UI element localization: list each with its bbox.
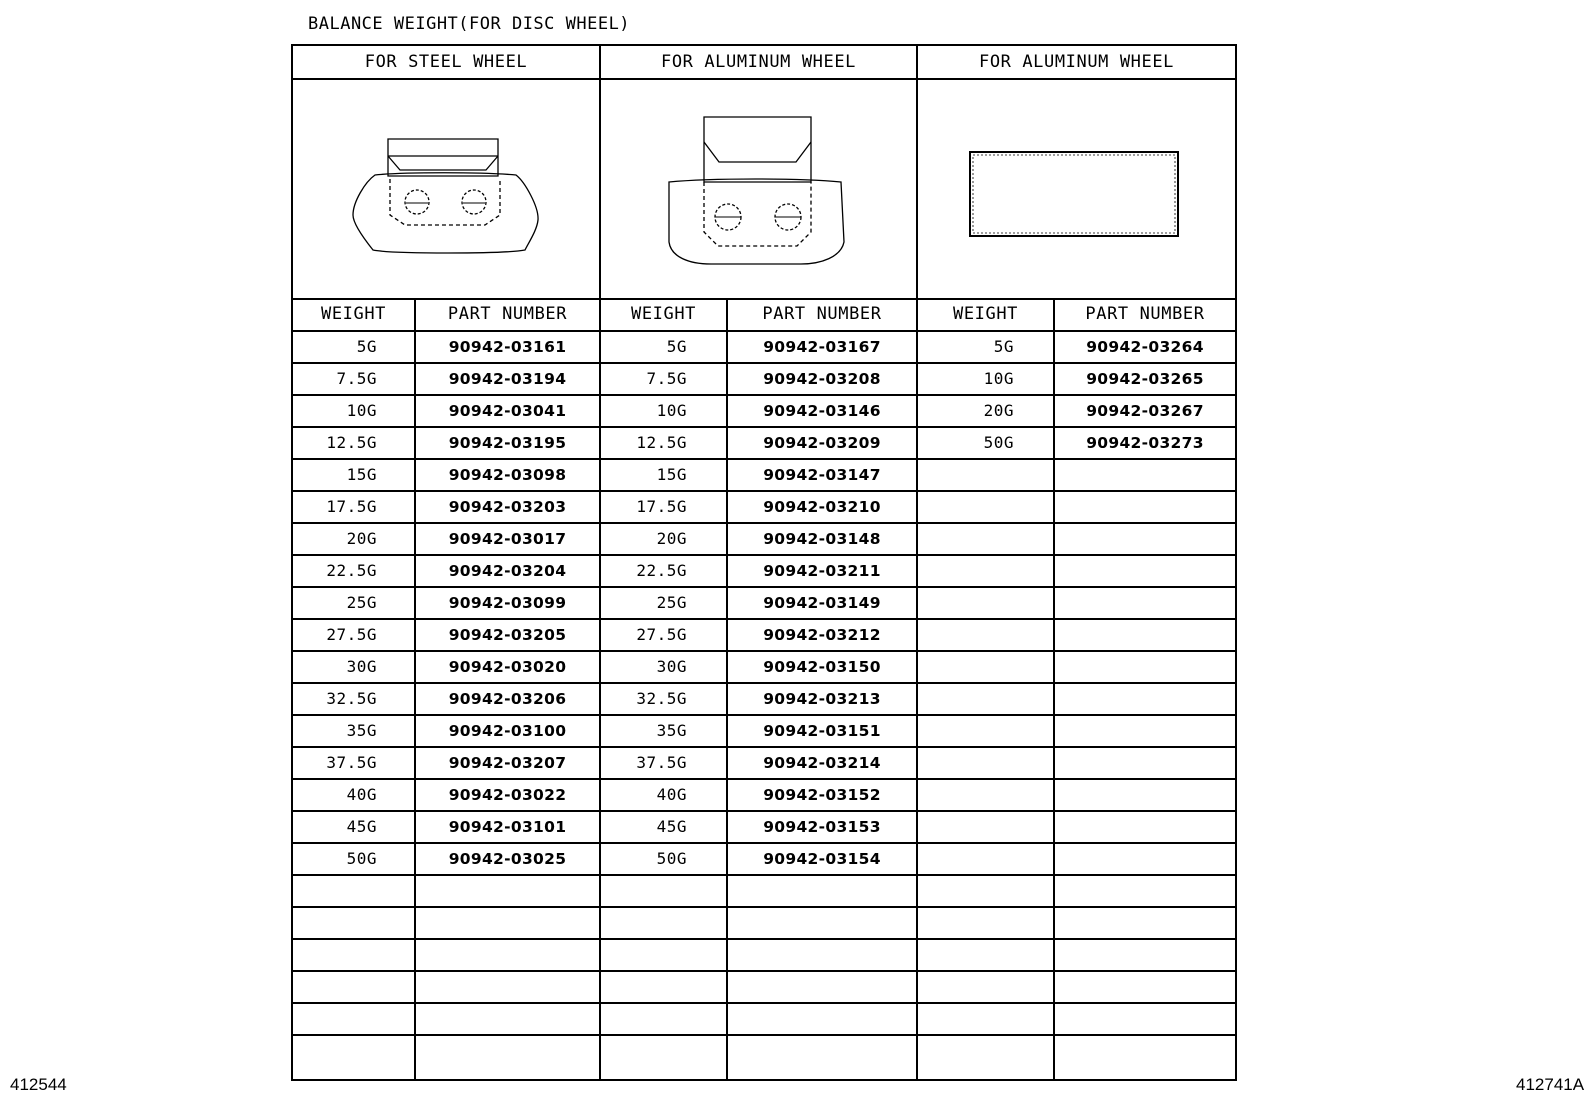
weight-cell: 10G xyxy=(656,401,687,420)
rule-under-col-heads xyxy=(293,330,1235,332)
part-number-cell: 90942-03101 xyxy=(448,818,567,836)
weight-cell: 45G xyxy=(346,817,377,836)
weight-cell: 45G xyxy=(656,817,687,836)
part-number-cell: 90942-03210 xyxy=(763,498,881,516)
part-number-cell: 90942-03150 xyxy=(763,658,881,676)
weight-cell: 22.5G xyxy=(326,561,377,580)
balance-weight-table xyxy=(291,44,1237,1081)
weight-cell: 32.5G xyxy=(326,689,377,708)
weight-cell: 5G xyxy=(356,337,377,356)
part-number-cell: 90942-03212 xyxy=(763,626,881,644)
weight-cell: 5G xyxy=(666,337,687,356)
part-number-cell: 90942-03273 xyxy=(1086,434,1204,452)
part-number-cell: 90942-03195 xyxy=(448,434,567,452)
weight-cell: 25G xyxy=(656,593,687,612)
row-rule xyxy=(293,906,1235,908)
adhesive-weight-figure xyxy=(918,82,1235,298)
part-number-cell: 90942-03098 xyxy=(448,466,567,484)
row-rule xyxy=(293,458,1235,460)
part-number-header: PART NUMBER xyxy=(762,304,882,324)
weight-cell: 22.5G xyxy=(636,561,687,580)
weight-cell: 5G xyxy=(993,337,1014,356)
weight-cell: 20G xyxy=(656,529,687,548)
part-number-cell: 90942-03017 xyxy=(448,530,567,548)
row-rule xyxy=(293,778,1235,780)
weight-cell: 27.5G xyxy=(326,625,377,644)
weight-cell: 30G xyxy=(656,657,687,676)
row-rule xyxy=(293,394,1235,396)
weight-cell: 40G xyxy=(346,785,377,804)
weight-header: WEIGHT xyxy=(630,304,696,324)
part-number-header: PART NUMBER xyxy=(447,304,568,324)
row-rule xyxy=(293,874,1235,876)
part-number-cell: 90942-03146 xyxy=(763,402,881,420)
row-rule xyxy=(293,426,1235,428)
part-number-cell: 90942-03214 xyxy=(763,754,881,772)
rule-under-figures xyxy=(293,298,1235,300)
part-number-cell: 90942-03209 xyxy=(763,434,881,452)
row-rule xyxy=(293,746,1235,748)
weight-cell: 15G xyxy=(656,465,687,484)
part-number-cell: 90942-03152 xyxy=(763,786,881,804)
row-rule xyxy=(293,970,1235,972)
weight-cell: 30G xyxy=(346,657,377,676)
weight-cell: 50G xyxy=(346,849,377,868)
weight-cell: 50G xyxy=(983,433,1014,452)
part-number-cell: 90942-03213 xyxy=(763,690,881,708)
part-number-cell: 90942-03206 xyxy=(448,690,567,708)
part-number-cell: 90942-03100 xyxy=(448,722,567,740)
part-number-cell: 90942-03264 xyxy=(1086,338,1204,356)
part-number-cell: 90942-03194 xyxy=(448,370,567,388)
part-number-cell: 90942-03020 xyxy=(448,658,567,676)
weight-cell: 50G xyxy=(656,849,687,868)
steel-wheel-weight-figure xyxy=(293,82,599,298)
weight-header: WEIGHT xyxy=(320,304,386,324)
steel-weight-drawing xyxy=(293,82,599,298)
weight-cell: 27.5G xyxy=(636,625,687,644)
weight-cell: 35G xyxy=(346,721,377,740)
row-rule xyxy=(293,1034,1235,1036)
weight-cell: 10G xyxy=(346,401,377,420)
aluminum-weight-drawing xyxy=(601,82,916,298)
weight-cell: 25G xyxy=(346,593,377,612)
part-number-cell: 90942-03154 xyxy=(763,850,881,868)
weight-cell: 20G xyxy=(983,401,1014,420)
part-number-cell: 90942-03153 xyxy=(763,818,881,836)
illustration-id-right: 412741A xyxy=(1516,1075,1585,1094)
document-title: BALANCE WEIGHT(FOR DISC WHEEL) xyxy=(308,14,631,34)
row-rule xyxy=(293,842,1235,844)
part-number-cell: 90942-03167 xyxy=(763,338,881,356)
rule-under-headings xyxy=(293,78,1235,80)
part-number-cell: 90942-03265 xyxy=(1086,370,1204,388)
row-rule xyxy=(293,714,1235,716)
section-heading-aluminum-adhesive: FOR ALUMINUM WHEEL xyxy=(978,52,1175,72)
part-number-cell: 90942-03148 xyxy=(763,530,881,548)
row-rule xyxy=(293,554,1235,556)
part-number-cell: 90942-03041 xyxy=(448,402,567,420)
weight-cell: 32.5G xyxy=(636,689,687,708)
row-rule xyxy=(293,1002,1235,1004)
part-number-cell: 90942-03203 xyxy=(448,498,567,516)
part-number-cell: 90942-03161 xyxy=(448,338,567,356)
weight-cell: 37.5G xyxy=(636,753,687,772)
row-rule xyxy=(293,586,1235,588)
weight-header: WEIGHT xyxy=(952,304,1018,324)
part-number-cell: 90942-03147 xyxy=(763,466,881,484)
weight-cell: 7.5G xyxy=(646,369,687,388)
weight-cell: 20G xyxy=(346,529,377,548)
part-number-cell: 90942-03208 xyxy=(763,370,881,388)
part-number-cell: 90942-03151 xyxy=(763,722,881,740)
row-rule xyxy=(293,522,1235,524)
part-number-cell: 90942-03025 xyxy=(448,850,567,868)
row-rule xyxy=(293,682,1235,684)
section-heading-steel: FOR STEEL WHEEL xyxy=(364,52,528,72)
weight-cell: 17.5G xyxy=(636,497,687,516)
row-rule xyxy=(293,938,1235,940)
row-rule xyxy=(293,810,1235,812)
weight-cell: 15G xyxy=(346,465,377,484)
illustration-id-left: 412544 xyxy=(10,1075,67,1094)
part-number-cell: 90942-03204 xyxy=(448,562,567,580)
adhesive-weight-drawing xyxy=(918,82,1235,298)
part-number-cell: 90942-03207 xyxy=(448,754,567,772)
weight-cell: 10G xyxy=(983,369,1014,388)
row-rule xyxy=(293,490,1235,492)
part-number-cell: 90942-03022 xyxy=(448,786,567,804)
weight-cell: 40G xyxy=(656,785,687,804)
part-number-cell: 90942-03099 xyxy=(448,594,567,612)
weight-cell: 12.5G xyxy=(326,433,377,452)
row-rule xyxy=(293,362,1235,364)
part-number-header: PART NUMBER xyxy=(1085,304,1205,324)
weight-cell: 17.5G xyxy=(326,497,377,516)
part-number-cell: 90942-03211 xyxy=(763,562,881,580)
row-rule xyxy=(293,618,1235,620)
section-heading-aluminum: FOR ALUMINUM WHEEL xyxy=(660,52,857,72)
weight-cell: 7.5G xyxy=(336,369,377,388)
weight-cell: 12.5G xyxy=(636,433,687,452)
part-number-cell: 90942-03205 xyxy=(448,626,567,644)
row-rule xyxy=(293,650,1235,652)
aluminum-wheel-weight-figure xyxy=(601,82,916,298)
part-number-cell: 90942-03149 xyxy=(763,594,881,612)
weight-cell: 37.5G xyxy=(326,753,377,772)
weight-cell: 35G xyxy=(656,721,687,740)
part-number-cell: 90942-03267 xyxy=(1086,402,1204,420)
